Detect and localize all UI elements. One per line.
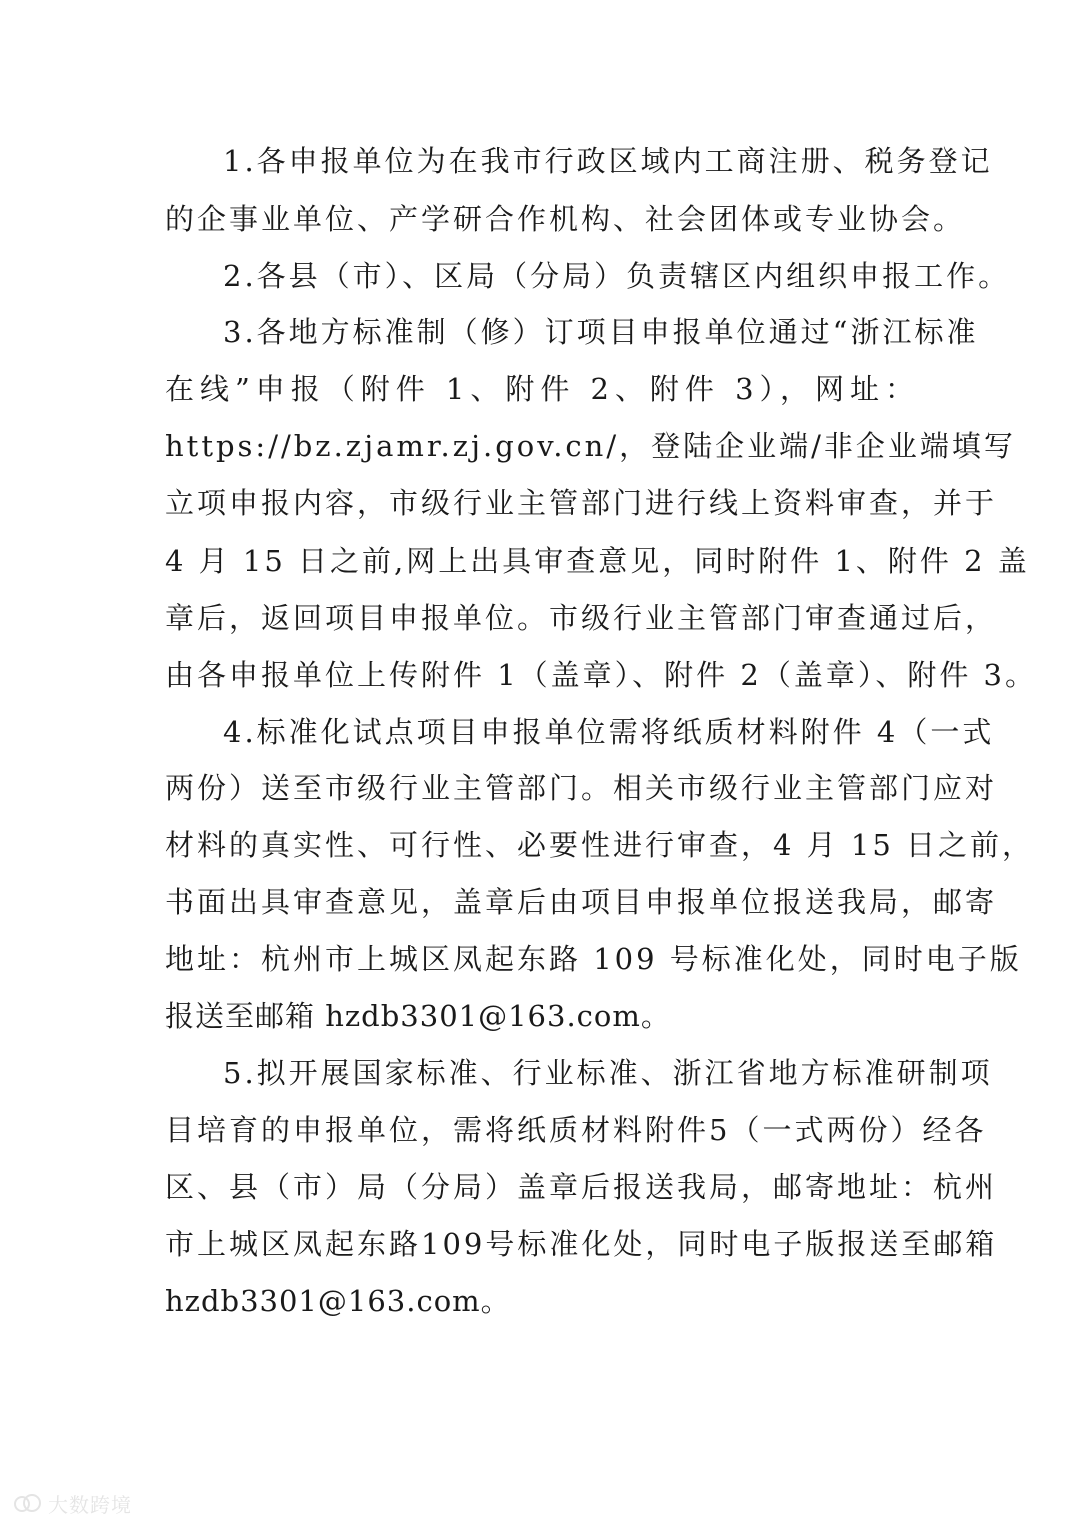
- item-4-line-5: 地址：杭州市上城区凤起东路 109 号标准化处，同时电子版: [165, 942, 1022, 976]
- item-4-line-6: 报送至邮箱 hzdb3301@163.com。: [165, 999, 671, 1033]
- item-3-line-4: 立项申报内容，市级行业主管部门进行线上资料审查，并于: [165, 486, 998, 520]
- item-5-line-3: 区、县（市）局（分局）盖章后报送我局，邮寄地址：杭州: [165, 1170, 998, 1204]
- item-1-line-1: 1.各申报单位为在我市行政区域内工商注册、税务登记: [223, 144, 993, 178]
- item-3-line-5: 4 月 15 日之前,网上出具审查意见，同时附件 1、附件 2 盖: [165, 544, 1030, 578]
- item-2-line-1: 2.各县（市）、区局（分局）负责辖区内组织申报工作。: [223, 259, 1011, 293]
- item-3-line-3: https://bz.zjamr.zj.gov.cn/，登陆企业端/非企业端填写: [165, 429, 1016, 463]
- item-4-line-4: 书面出具审查意见，盖章后由项目申报单位报送我局，邮寄: [165, 885, 998, 919]
- watermark-text: 大数跨境: [48, 1492, 132, 1517]
- item-3-line-1: 3.各地方标准制（修）订项目申报单位通过“浙江标准: [223, 315, 979, 349]
- item-5-line-2: 目培育的申报单位，需将纸质材料附件5（一式两份）经各: [165, 1113, 987, 1147]
- item-3-line-2: 在线”申报（附件 1、附件 2、附件 3），网址：: [165, 372, 917, 406]
- item-3-line-7: 由各申报单位上传附件 1（盖章）、附件 2（盖章）、附件 3。: [165, 658, 1038, 692]
- item-5-line-4: 市上城区凤起东路109号标准化处，同时电子版报送至邮箱: [165, 1227, 998, 1261]
- item-4-line-2: 两份）送至市级行业主管部门。相关市级行业主管部门应对: [165, 771, 998, 805]
- watermark: [14, 1488, 132, 1518]
- item-4-line-3: 材料的真实性、可行性、必要性进行审查，4 月 15 日之前，: [165, 828, 1035, 862]
- item-1-line-2: 的企事业单位、产学研合作机构、社会团体或专业协会。: [165, 202, 966, 236]
- item-3-line-6: 章后，返回项目申报单位。市级行业主管部门审查通过后，: [165, 601, 998, 635]
- item-5-line-1: 5.拟开展国家标准、行业标准、浙江省地方标准研制项: [223, 1056, 993, 1090]
- item-4-line-1: 4.标准化试点项目申报单位需将纸质材料附件 4（一式: [223, 715, 995, 749]
- item-5-line-5: hzdb3301@163.com。: [165, 1284, 511, 1318]
- watermark-logo-icon: [14, 1492, 42, 1514]
